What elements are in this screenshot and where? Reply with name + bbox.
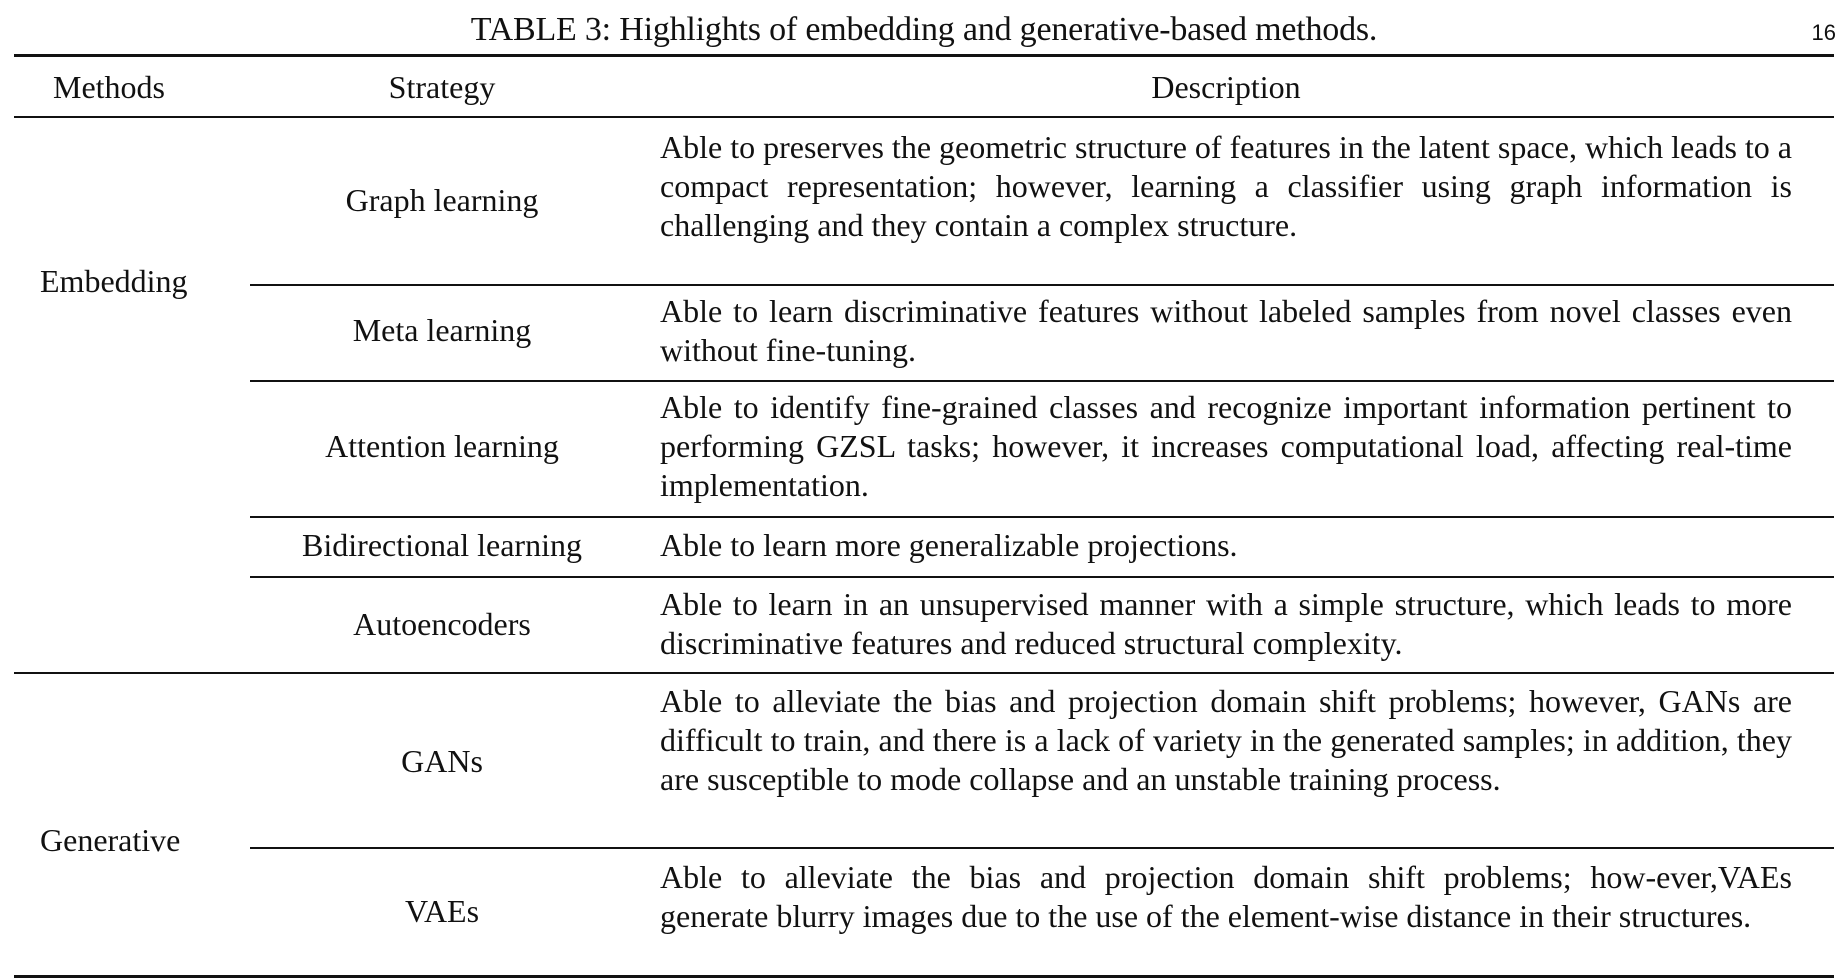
strategy-cell: Bidirectional learning: [302, 527, 582, 563]
row-divider: [250, 380, 1834, 382]
column-header-strategy: Strategy: [388, 69, 496, 105]
description-cell: Able to learn more generalizable projections.: [660, 527, 1238, 563]
column-header-description: Description: [1151, 69, 1301, 105]
table-top-rule: [14, 54, 1834, 57]
table-bottom-rule: [14, 975, 1834, 978]
header-rule: [14, 116, 1834, 118]
page-number: 16: [1811, 20, 1836, 45]
table-caption: TABLE 3: Highlights of embedding and generative-based methods.: [470, 11, 1378, 48]
column-header-methods: Methods: [53, 69, 165, 105]
description-cell: Able to learn discriminative features without labeled samples from novel classes even without fine-tuning.: [660, 293, 1792, 368]
description-cell: Able to alleviate the bias and projection domain shift problems; how-ever,VAEs generate blurry images due to the use of the element-wise distance in their structures.: [660, 859, 1792, 934]
strategy-cell: GANs: [401, 743, 483, 779]
strategy-cell: Meta learning: [352, 312, 532, 348]
strategy-cell: VAEs: [404, 893, 480, 929]
strategy-cell: Autoencoders: [353, 606, 531, 642]
row-divider: [250, 576, 1834, 578]
row-divider: [250, 284, 1834, 286]
group-divider: [14, 672, 1834, 674]
row-divider: [250, 847, 1834, 849]
description-cell: Able to learn in an unsupervised manner with a simple structure, which leads to more discriminative features and reduced structural complexity.: [660, 586, 1792, 661]
description-cell: Able to alleviate the bias and projection domain shift problems; however, GANs are difficult to train, and there is a lack of variety in the generated samples; in addition, they are susceptible to mode collapse and an unstable training process.: [660, 683, 1792, 797]
strategy-cell: Graph learning: [345, 182, 539, 218]
method-label-embedding: Embedding: [40, 263, 188, 299]
strategy-cell: Attention learning: [325, 428, 559, 464]
method-label-generative: Generative: [40, 822, 181, 858]
description-cell: Able to identify fine-grained classes and recognize important information pertinent to performing GZSL tasks; however, it increases computational load, affecting real-time implementation.: [660, 389, 1792, 503]
description-cell: Able to preserves the geometric structure of features in the latent space, which leads to a compact representation; however, learning a classifier using graph information is challenging and they contain a complex structure.: [660, 129, 1792, 243]
row-divider: [250, 516, 1834, 518]
